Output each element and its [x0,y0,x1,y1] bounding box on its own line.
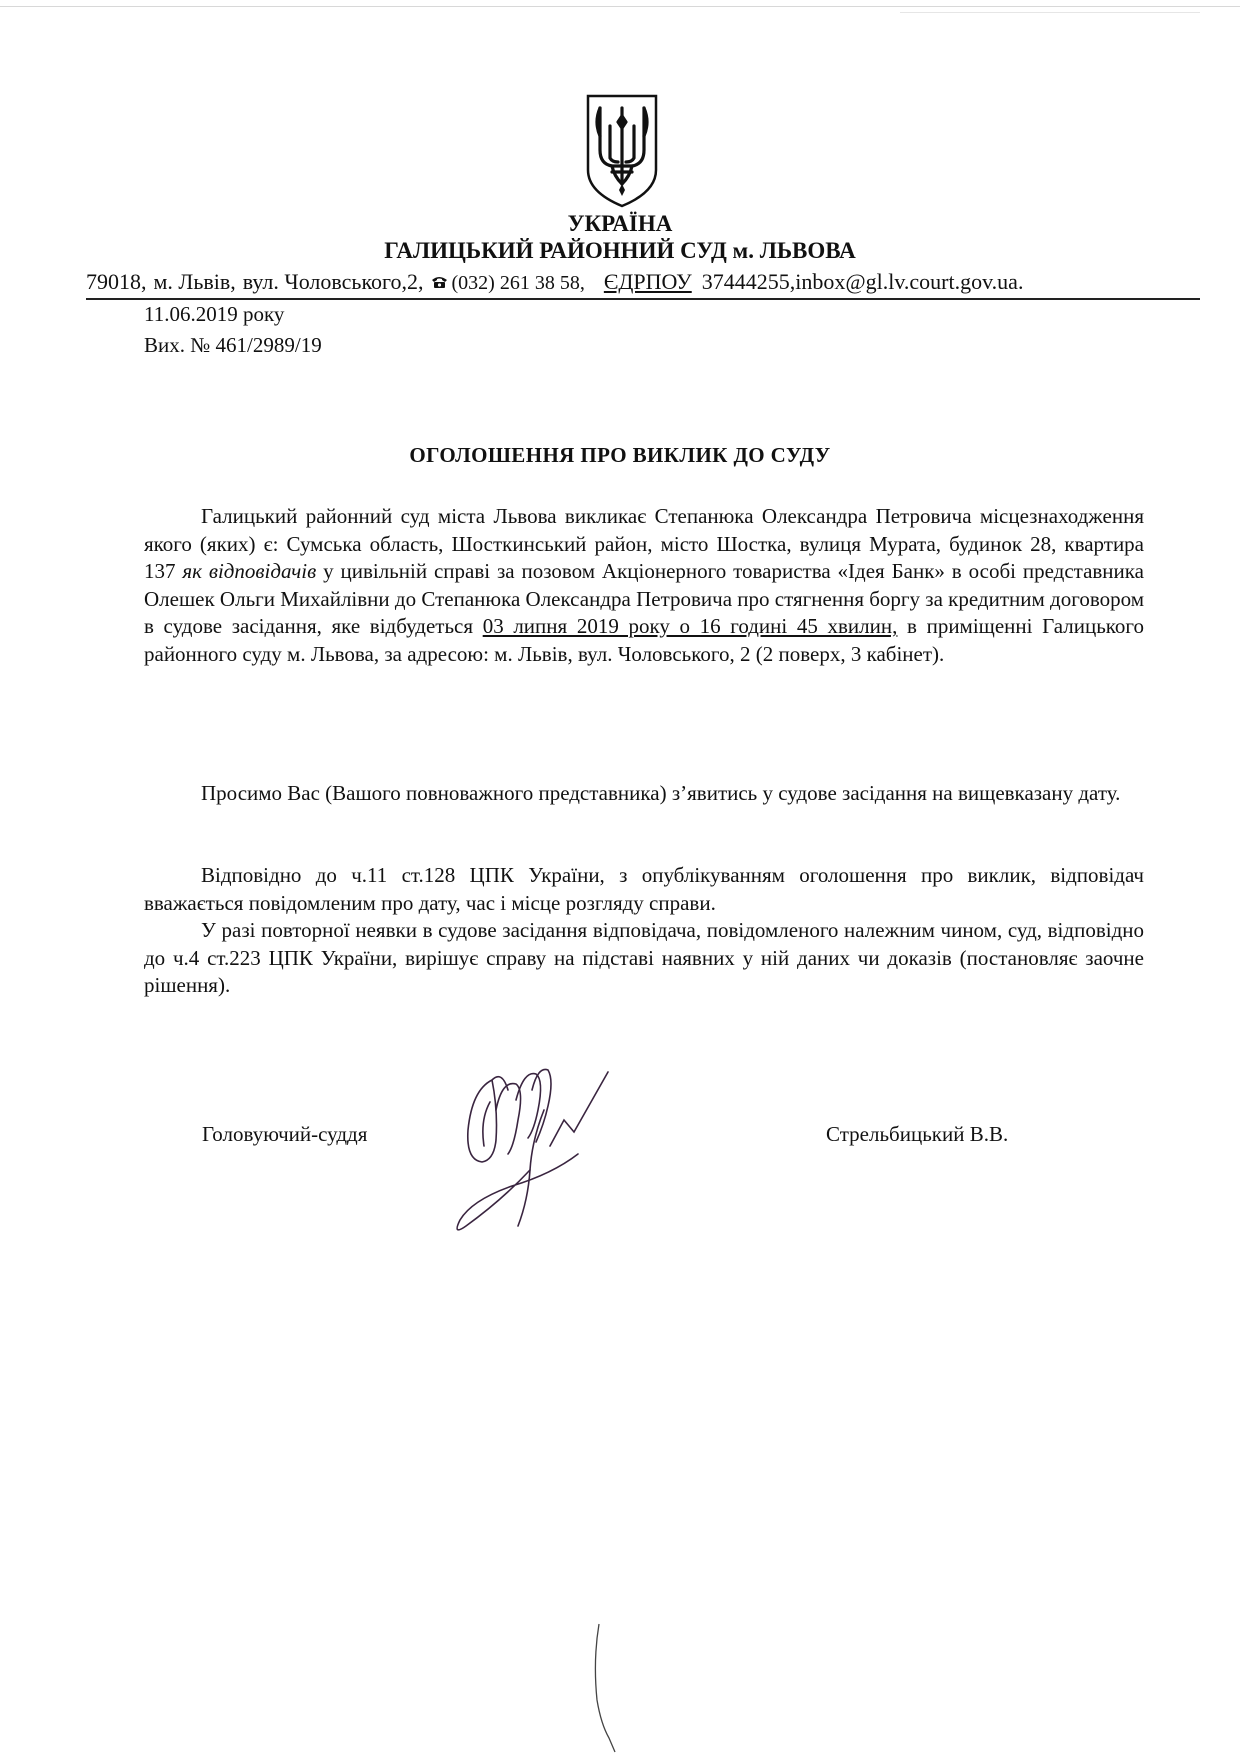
paragraph-text: у цивільній справі за позовом Акціонерного товариства «Ідея Банк» в особі представника Олешек Ольги Михайлівни до Степанюка Олександра Петровича про стягнення боргу за кредитним договором в судове засідання, яке відбудеться [144,559,1144,638]
document-title: ОГОЛОШЕННЯ ПРО ВИКЛИК ДО СУДУ [409,443,831,467]
hearing-datetime: 03 липня 2019 року о 16 годині 45 хвилин, [482,614,898,638]
scan-edge-line [900,12,1200,13]
edrpou-label: ЄДРПОУ [603,269,692,294]
country-heading: УКРАЇНА [567,211,673,236]
street: вул. Чоловського,2, [242,269,424,294]
handwritten-signature [432,1050,632,1240]
postcode: 79018, [86,269,147,294]
summons-paragraph [144,503,1144,668]
court-address-line [86,269,1200,295]
edrpou-and-email: 37444255,inbox@gl.lv.court.gov.ua. [701,269,1024,294]
telephone-icon [431,275,448,289]
coat-of-arms-trident-icon [582,92,662,210]
judge-name: Стрельбицький В.В. [826,1122,1009,1146]
court-heading: ГАЛИЦЬКИЙ РАЙОННИЙ СУД м. ЛЬВОВА [384,238,856,263]
paragraph-text: в приміщенні Галицького районного суду м. Львова, за адресою: м. Львів, вул. Чоловського, 2 (2 поверх, 3 кабінет). [144,614,1145,666]
city: м. Львів, [153,269,236,294]
scan-artifact-mark [585,1620,625,1754]
notice-paragraph: У разі повторної неявки в судове засідання відповідача, повідомленого належним чином, суд, відповідно до ч.4 ст.223 ЦПК України, вирішує справу на підставі наявних у ній даних чи доказів (постановляє заочне рішення). [144,918,1144,997]
notice-paragraph: Відповідно до ч.11 ст.128 ЦПК України, з опублікуванням оголошення про виклик, відповідач вважається повідомленим про дату, час і місце розгляду справи. [144,863,1144,915]
defendant-role: як відповідачів [182,559,317,583]
scan-edge-line [0,6,1240,7]
paragraph-text: Просимо Вас (Вашого повноважного представника) з’явитись у судове засідання на вищевказану дату. [201,781,1121,805]
paragraph-text: Галицький районний суд міста Львова викликає Степанюка Олександра Петровича місцезнаходження якого (яких) є: Сумська область, Шосткинський район, місто Шостка, вулиця Мурата, будинок 28, квартира 137 [144,504,1144,583]
judge-role: Головуючий-суддя [202,1122,368,1146]
outgoing-number: Вих. № 461/2989/19 [144,333,322,357]
legal-notice-block [144,862,1144,1000]
phone-number: (032) 261 38 58, [451,272,585,294]
document-date: 11.06.2019 року [144,302,285,326]
request-paragraph [144,780,1144,808]
header-divider [86,298,1200,300]
